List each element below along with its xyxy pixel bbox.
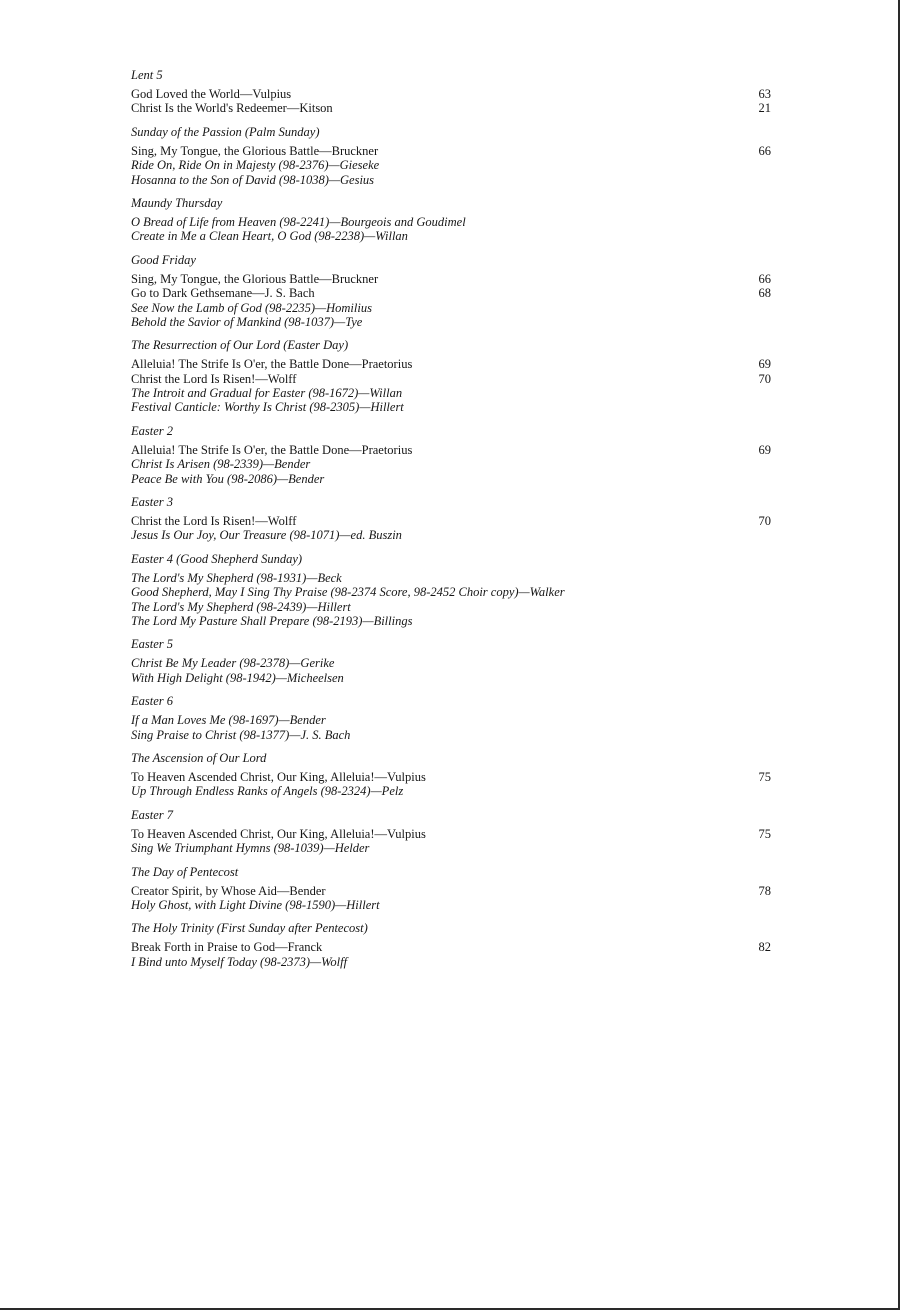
entry-title: Alleluia! The Strife Is O'er, the Battle Done—Praetorius	[131, 442, 413, 457]
index-entry	[131, 514, 771, 528]
index-entry	[131, 457, 771, 471]
entry-page-number: 75	[758, 826, 771, 841]
section-heading: Sunday of the Passion (Palm Sunday)	[131, 124, 320, 139]
entry-page-number: 78	[758, 883, 771, 898]
entry-title: O Bread of Life from Heaven (98-2241)—Bourgeois and Goudimel	[131, 214, 466, 229]
index-entry	[131, 301, 771, 315]
entry-title: Christ Is Arisen (98-2339)—Bender	[131, 457, 311, 472]
entry-title: With High Delight (98-1942)—Micheelsen	[131, 670, 344, 685]
index-entry	[131, 372, 771, 386]
index-entry	[131, 940, 771, 954]
index-entry	[131, 656, 771, 670]
index-section	[131, 424, 771, 486]
entry-title: Christ Be My Leader (98-2378)—Gerike	[131, 656, 335, 671]
index-entry	[131, 955, 771, 969]
index-entry	[131, 400, 771, 414]
index-entry	[131, 272, 771, 286]
entry-title: Christ the Lord Is Risen!—Wolff	[131, 371, 297, 386]
index-entry	[131, 528, 771, 542]
index-entry	[131, 315, 771, 329]
index-entry	[131, 357, 771, 371]
index-section	[131, 865, 771, 913]
index-section	[131, 637, 771, 685]
index-entry	[131, 229, 771, 243]
section-heading: The Ascension of Our Lord	[131, 750, 267, 765]
entry-title: If a Man Loves Me (98-1697)—Bender	[131, 713, 326, 728]
section-heading: The Resurrection of Our Lord (Easter Day)	[131, 338, 349, 353]
section-heading: Good Friday	[131, 252, 196, 267]
entry-title: Sing We Triumphant Hymns (98-1039)—Helder	[131, 841, 370, 856]
entry-title: Sing, My Tongue, the Glorious Battle—Bruckner	[131, 143, 379, 158]
entry-page-number: 66	[758, 143, 771, 158]
entry-title: Sing Praise to Christ (98-1377)—J. S. Bach	[131, 727, 351, 742]
entry-title: See Now the Lamb of God (98-2235)—Homilius	[131, 300, 372, 315]
section-heading: Easter 7	[131, 807, 174, 822]
section-heading: Easter 6	[131, 694, 174, 709]
index-entry	[131, 101, 771, 115]
index-section	[131, 68, 771, 116]
section-heading: Easter 4 (Good Shepherd Sunday)	[131, 551, 303, 566]
index-listing	[131, 68, 771, 978]
entry-title: Christ the Lord Is Risen!—Wolff	[131, 514, 297, 529]
entry-title: Christ Is the World's Redeemer—Kitson	[131, 101, 333, 116]
index-section	[131, 338, 771, 415]
index-entry	[131, 784, 771, 798]
index-entry	[131, 841, 771, 855]
entry-page-number: 69	[758, 357, 771, 372]
section-heading: Lent 5	[131, 68, 163, 82]
index-entry	[131, 472, 771, 486]
entry-title: The Lord My Pasture Shall Prepare (98-2193)—Billings	[131, 613, 413, 628]
entry-title: Ride On, Ride On in Majesty (98-2376)—Gieseke	[131, 158, 380, 173]
entry-page-number: 75	[758, 769, 771, 784]
section-heading: Easter 2	[131, 423, 174, 438]
index-entry	[131, 770, 771, 784]
index-entry	[131, 173, 771, 187]
index-section	[131, 125, 771, 187]
entry-title: Sing, My Tongue, the Glorious Battle—Bruckner	[131, 271, 379, 286]
entry-page-number: 82	[758, 940, 771, 955]
entry-title: Jesus Is Our Joy, Our Treasure (98-1071)—ed. Buszin	[131, 528, 402, 543]
entry-title: The Lord's My Shepherd (98-2439)—Hillert	[131, 599, 351, 614]
index-entry	[131, 158, 771, 172]
index-entry	[131, 215, 771, 229]
section-heading: Easter 5	[131, 637, 174, 652]
section-heading: The Day of Pentecost	[131, 864, 239, 879]
index-section	[131, 552, 771, 629]
index-entry	[131, 614, 771, 628]
entry-title: God Loved the World—Vulpius	[131, 87, 292, 101]
entry-title: Break Forth in Praise to God—Franck	[131, 940, 323, 955]
index-entry	[131, 671, 771, 685]
section-heading: Maundy Thursday	[131, 195, 223, 210]
entry-page-number: 66	[758, 271, 771, 286]
index-entry	[131, 600, 771, 614]
index-section	[131, 253, 771, 330]
entry-page-number: 63	[758, 87, 771, 101]
index-entry	[131, 286, 771, 300]
index-entry	[131, 386, 771, 400]
index-entry	[131, 144, 771, 158]
entry-title: Creator Spirit, by Whose Aid—Bender	[131, 883, 326, 898]
entry-title: Behold the Savior of Mankind (98-1037)—Tye	[131, 314, 363, 329]
index-section	[131, 751, 771, 799]
entry-title: Festival Canticle: Worthy Is Christ (98-2305)—Hillert	[131, 400, 404, 415]
entry-title: To Heaven Ascended Christ, Our King, Alleluia!—Vulpius	[131, 826, 426, 841]
entry-title: Hosanna to the Son of David (98-1038)—Gesius	[131, 172, 375, 187]
entry-page-number: 21	[758, 101, 771, 116]
index-entry	[131, 571, 771, 585]
entry-page-number: 69	[758, 442, 771, 457]
index-section	[131, 495, 771, 543]
entry-title: I Bind unto Myself Today (98-2373)—Wolff	[131, 954, 348, 969]
section-heading: The Holy Trinity (First Sunday after Pentecost)	[131, 921, 368, 936]
entry-title: The Introit and Gradual for Easter (98-1672)—Willan	[131, 386, 403, 401]
entry-page-number: 70	[758, 514, 771, 529]
entry-page-number: 70	[758, 371, 771, 386]
index-entry	[131, 713, 771, 727]
entry-title: Create in Me a Clean Heart, O God (98-2238)—Willan	[131, 229, 408, 244]
index-section	[131, 196, 771, 244]
entry-title: Peace Be with You (98-2086)—Bender	[131, 471, 325, 486]
entry-title: The Lord's My Shepherd (98-1931)—Beck	[131, 570, 342, 585]
entry-title: Alleluia! The Strife Is O'er, the Battle Done—Praetorius	[131, 357, 413, 372]
index-section	[131, 921, 771, 969]
index-entry	[131, 728, 771, 742]
entry-title: Go to Dark Gethsemane—J. S. Bach	[131, 286, 315, 301]
index-section	[131, 808, 771, 856]
index-section	[131, 694, 771, 742]
entry-page-number: 68	[758, 286, 771, 301]
entry-title: Good Shepherd, May I Sing Thy Praise (98-2374 Score, 98-2452 Choir copy)—Walker	[131, 585, 565, 600]
index-entry	[131, 585, 771, 599]
section-heading: Easter 3	[131, 495, 174, 510]
entry-title: Up Through Endless Ranks of Angels (98-2324)—Pelz	[131, 784, 404, 799]
index-entry	[131, 443, 771, 457]
index-entry	[131, 898, 771, 912]
index-entry	[131, 884, 771, 898]
entry-title: Holy Ghost, with Light Divine (98-1590)—Hillert	[131, 897, 380, 912]
index-entry	[131, 87, 771, 101]
index-entry	[131, 827, 771, 841]
entry-title: To Heaven Ascended Christ, Our King, Alleluia!—Vulpius	[131, 769, 426, 784]
